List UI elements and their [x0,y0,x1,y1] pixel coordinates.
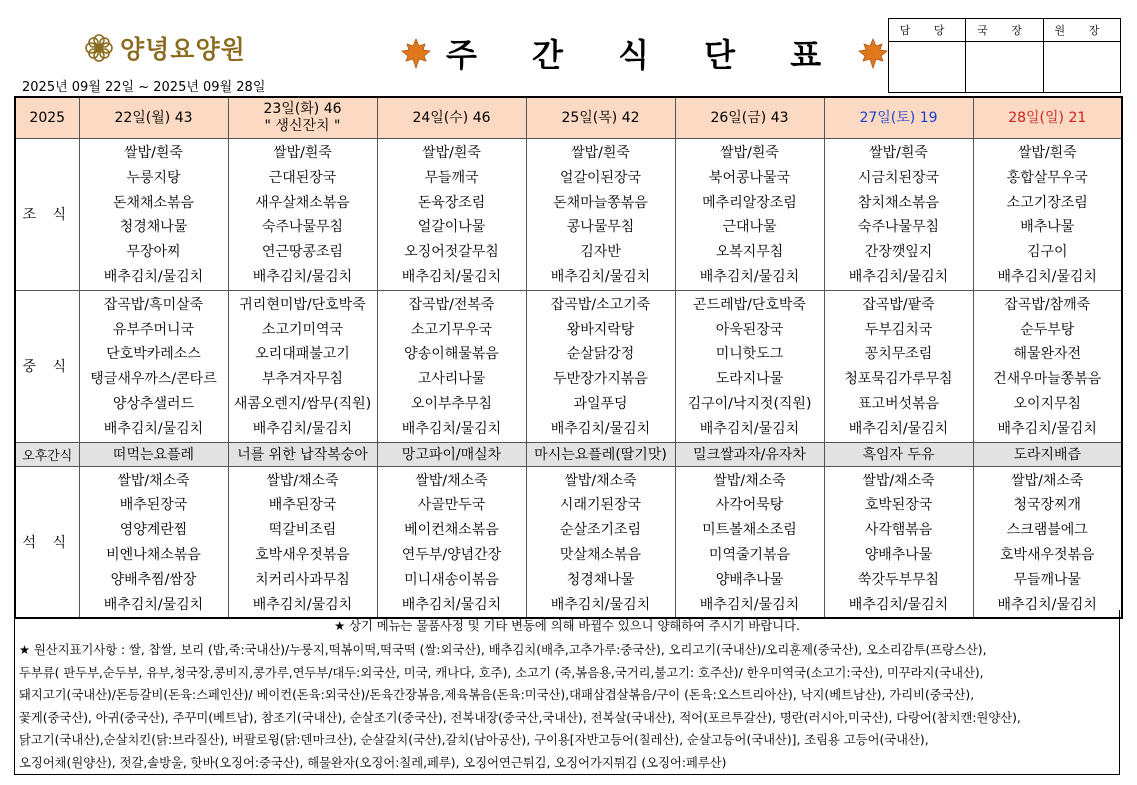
menu-item: 호박된장국 [864,497,933,514]
menu-item: 스크램블에그 [1006,522,1088,539]
menu-item: 쌀밥/채소죽 [117,472,190,489]
menu-item: 돈채마늘쫑볶음 [553,194,648,211]
menu-cell [377,290,526,442]
approval-label-head: 원 장 [1043,19,1120,42]
menu-cell [228,139,377,291]
day-label: 22일(월) 43 [114,109,193,126]
meal-label: 조 식 [15,139,79,291]
menu-item: 쌀밥/흰죽 [422,145,481,161]
menu-item: 오리대패불고기 [255,346,350,363]
menu-item: 미트볼채소조림 [702,522,797,539]
menu-item: 청포묵김가루무침 [844,371,953,388]
menu-item: 미니핫도그 [715,346,784,363]
menu-cell [526,290,675,442]
notes-box [14,610,1120,775]
origin-line: ★ 원산지표기사항 : 쌀, 찹쌀, 보리 (밥,죽:국내산)/누룽지,떡볶이떡,떡국떡 (쌀:외국산), 배추김치(배추,고추가루:중국산), 오리고기(국내산)/오리훈제(중국산), 오소리감투(프랑스산), [19,643,987,657]
meal-label: 석 식 [15,466,79,618]
maple-leaf-icon [400,37,432,69]
menu-item: 사각어묵탕 [715,497,784,514]
menu-item: 치커리사과무침 [255,571,350,588]
menu-item: 양배추찜/쌈장 [110,571,197,588]
menu-item: 쌀밥/채소죽 [862,472,935,489]
menu-item: 아욱된장국 [715,321,784,338]
menu-item: 꽁치무조림 [864,346,933,363]
menu-item: 쌀밥/채소죽 [415,472,488,489]
year-cell: 2025 [15,97,79,139]
menu-item: 맛살채소볶음 [559,546,642,563]
menu-item: 두반장가지볶음 [553,371,648,388]
menu-item: 김구이/낙지젓(직원) [687,395,812,412]
menu-cell [675,290,824,442]
menu-item: 호박새우젓볶음 [255,546,350,563]
menu-item: 배추김치/물김치 [997,596,1097,613]
menu-item: 양배추나물 [715,571,784,588]
meal-label: 중 식 [15,290,79,442]
day-header [824,97,973,139]
menu-item: 잡곡밥/흑미살죽 [103,296,204,313]
menu-item: 쌀밥/채소죽 [266,472,339,489]
menu-item: 사골만두국 [417,497,486,514]
menu-item: 배추김치/물김치 [997,420,1097,437]
logo-text: 양녕요양원 [120,35,246,64]
menu-item: 배추김치/물김치 [550,596,651,613]
menu-item: 배추김치/물김치 [848,268,949,285]
menu-item: 순두부탕 [1020,321,1075,338]
menu-item: 새우살채소볶음 [255,194,350,211]
menu-item: 무들깨나물 [1013,571,1082,588]
menu-item: 시래기된장국 [559,497,642,514]
approval-label-staff: 담 당 [889,19,966,42]
menu-item: 쌀밥/흰죽 [1017,145,1077,161]
menu-item: 배추김치/물김치 [848,596,949,613]
menu-item: 사각햄볶음 [864,522,933,539]
snack-item: 망고파이/매실차 [377,442,526,466]
meal-row-dinner [15,466,1122,618]
menu-cell [973,139,1122,291]
origin-line: 꽃게(중국산), 아귀(중국산), 주꾸미(베트남), 참조기(국내산), 순살조기(중국산), 전복내장(중국산,국내산), 전복살(국내산), 적어(포르투갈산), 명란(러시아,미국산), 다랑어(참치캔:원양산), [19,710,1021,725]
logo [84,30,246,66]
menu-cell [675,466,824,618]
menu-item: 표고버섯볶음 [857,395,940,412]
menu-cell [824,290,973,442]
menu-item: 건새우마늘쫑볶음 [993,371,1102,388]
snack-label: 오후간식 [15,442,79,466]
day-header [79,97,228,139]
menu-item: 오복지무침 [715,244,784,261]
menu-item: 왕바지락탕 [566,321,635,338]
menu-item: 배추김치/물김치 [401,420,502,437]
snack-item: 너를 위한 납작복숭아 [228,442,377,466]
menu-item: 소고기무우국 [410,321,493,338]
menu-item: 시금치된장국 [857,169,940,186]
day-header [377,97,526,139]
snack-item: 도라지배즙 [973,442,1122,466]
menu-item: 배추김치/물김치 [252,268,353,285]
menu-item: 배추된장국 [268,497,337,514]
menu-item: 콩나물무침 [566,219,635,236]
approval-sign-director[interactable] [966,42,1043,93]
origin-line: 두부류( 판두부,순두부, 유부,청국장,콩비지,콩가루,연두부/대두:외국산, 미국, 캐나다, 호주), 소고기 (죽,볶음용,국거리,불고기: 호주산)/ 한우미역국(소고기:국산), 미꾸라지(국내산), [19,665,984,680]
day-header [973,97,1122,139]
menu-item: 쌀밥/흰죽 [273,145,332,161]
snack-item: 떠먹는요플레 [79,442,228,466]
snack-item: 마시는요플레(딸기맛) [526,442,675,466]
origin-line: 오징어채(원양산), 젓갈,솔방울, 핫바(오징어:중국산), 해물완자(오징어:칠레,페루), 오징어연근튀김, 오징어가지튀김 (오징어:페루산) [19,755,727,770]
menu-item: 배추김치/물김치 [848,420,949,437]
menu-item: 곤드레밥/단호박죽 [693,296,806,313]
menu-cell [228,290,377,442]
snack-item: 흑임자 두유 [824,442,973,466]
menu-item: 배추나물 [1020,219,1075,236]
menu-cell [79,290,228,442]
menu-item: 근대된장국 [268,169,337,186]
menu-item: 간장깻잎지 [864,244,933,261]
menu-item: 귀리현미밥/단호박죽 [239,296,366,313]
weekly-menu-table [14,96,1123,619]
day-header [526,97,675,139]
menu-item: 과일푸딩 [573,395,628,412]
menu-item: 얼갈이된장국 [559,169,642,186]
menu-item: 쌀밥/흰죽 [124,145,183,161]
menu-item: 쌀밥/흰죽 [571,145,630,161]
menu-item: 김구이 [1026,244,1068,261]
menu-cell [79,139,228,291]
snack-item: 밀크쌀과자/유자차 [675,442,824,466]
menu-item: 배추김치/물김치 [252,420,353,437]
menu-item: 순살닭강정 [566,346,635,363]
menu-item: 청경채나물 [119,219,188,236]
menu-cell [228,466,377,618]
menu-item: 배추김치/물김치 [550,268,651,285]
menu-item: 근대나물 [722,219,777,236]
menu-item: 연근땅콩조림 [261,244,344,261]
menu-cell [824,139,973,291]
menu-cell [675,139,824,291]
menu-item: 쌀밥/흰죽 [869,145,928,161]
menu-item: 잡곡밥/전복죽 [408,296,495,313]
menu-item: 오징어젓갈무침 [404,244,499,261]
menu-cell [377,139,526,291]
menu-cell [79,466,228,618]
menu-item: 양배추나물 [864,546,933,563]
menu-item: 메추리알장조림 [702,194,797,211]
menu-item: 양송이해물볶음 [404,346,499,363]
menu-item: 배추김치/물김치 [252,596,353,613]
approval-sign-staff[interactable] [889,42,966,93]
menu-item: 해물완자전 [1013,346,1082,363]
date-range: 2025년 09월 22일 ~ 2025년 09월 28일 [22,80,266,95]
menu-cell [824,466,973,618]
menu-item: 연두부/양념간장 [401,546,502,563]
menu-item: 탱글새우까스/콘타르 [90,371,217,388]
menu-item: 두부김치국 [864,321,933,338]
day-header-row [15,97,1122,139]
menu-cell [526,139,675,291]
flower-logo-icon [84,33,114,63]
page-title [400,30,889,76]
menu-item: 오이부추무침 [410,395,493,412]
menu-item: 떡갈비조림 [268,522,337,539]
menu-item: 돈채채소볶음 [112,194,195,211]
title-text: 주 간 식 단 표 [446,36,844,74]
menu-item: 무장아찌 [126,244,181,261]
menu-item: 미역줄기볶음 [708,546,791,563]
menu-item: 배추김치/물김치 [550,420,651,437]
meal-row-lunch [15,290,1122,442]
menu-item: 배추김치/물김치 [699,268,800,285]
menu-cell [973,290,1122,442]
day-label: 25일(목) 42 [561,109,640,126]
menu-item: 도라지나물 [715,371,784,388]
menu-item: 참치채소볶음 [857,194,940,211]
menu-item: 유부주머니국 [112,321,195,338]
menu-item: 배추된장국 [119,497,188,514]
menu-item: 잡곡밥/팥죽 [862,296,935,313]
snack-row [15,442,1122,466]
menu-item: 배추김치/물김치 [401,596,502,613]
menu-item: 무들깨국 [424,169,479,186]
origin-line: 닭고기(국내산),순살치킨(닭:브라질산), 버팔로윙(닭:덴마크산), 순살갈치(국산),갈치(남아공산), 구이용[자반고등어(칠레산), 순살고등어(국내산)], 조림용 고등어(국내산), [19,733,929,748]
meal-row-breakfast [15,139,1122,291]
menu-cell [377,466,526,618]
menu-item: 잡곡밥/참깨죽 [1004,296,1091,313]
menu-item: 오이지무침 [1013,395,1082,412]
menu-cell [526,466,675,618]
day-label: 23일(화) 46 [263,101,342,117]
menu-item: 배추김치/물김치 [699,596,800,613]
menu-item: 얼갈이나물 [417,219,486,236]
menu-item: 숙주나물무침 [857,219,940,236]
menu-item: 호박새우젓볶음 [999,546,1095,563]
menu-item: 배추김치/물김치 [103,268,204,285]
menu-item: 숙주나물무침 [261,219,344,236]
menu-item: 쑥갓두부무침 [857,571,940,588]
menu-item: 양상추샐러드 [112,395,195,412]
menu-item: 비엔나채소볶음 [106,546,201,563]
menu-item: 잡곡밥/소고기죽 [550,296,651,313]
approval-label-director: 국 장 [966,19,1043,42]
maple-leaf-icon [857,37,889,69]
menu-item: 쌀밥/채소죽 [564,472,637,489]
day-header [675,97,824,139]
menu-item: 쌀밥/채소죽 [713,472,786,489]
menu-item: 북어콩나물국 [708,169,791,186]
menu-item: 배추김치/물김치 [699,420,800,437]
menu-item: 누룽지탕 [126,169,181,186]
day-label: 27일(토) 19 [859,109,938,126]
day-header [228,97,377,139]
menu-item: 청경채나물 [566,571,635,588]
day-event: " 생신잔치 " [264,118,341,134]
menu-item: 배추김치/물김치 [103,596,204,613]
menu-item: 소고기미역국 [261,321,344,338]
menu-item: 부추겨자무침 [261,371,344,388]
menu-item: 미니새송이볶음 [404,571,499,588]
menu-item: 배추김치/물김치 [997,268,1097,285]
day-label: 24일(수) 46 [412,109,491,126]
menu-item: 고사리나물 [417,371,486,388]
menu-item: 배추김치/물김치 [401,268,502,285]
menu-item: 순살조기조림 [559,522,642,539]
menu-item: 쌀밥/채소죽 [1011,472,1084,489]
approval-box [888,18,1121,93]
menu-item: 소고기장조림 [1006,194,1088,211]
menu-item: 배추김치/물김치 [103,420,204,437]
menu-item: 베이컨채소볶음 [404,522,499,539]
approval-sign-head[interactable] [1043,42,1120,93]
menu-cell [973,466,1122,618]
origin-line: 돼지고기(국내산)/돈등갈비(돈육:스페인산)/ 베이컨(돈육:외국산)/돈육간장볶음,제육볶음(돈육:미국산),대패삼겹살볶음/구이 (돈육:오스트리아산), 낙지(베트남산), 가리비(중국산), [19,688,975,703]
menu-item: 영양계란찜 [119,522,188,539]
menu-item: 청국장찌개 [1013,497,1082,514]
day-label: 28일(일) 21 [1008,109,1087,126]
menu-item: 쌀밥/흰죽 [720,145,779,161]
notice-text: ★ 상기 메뉴는 물품사정 및 기타 변동에 의해 바뀔수 있으니 양해하여 주시기 바랍니다. [334,619,800,633]
menu-item: 홍합살무우국 [1006,169,1088,186]
menu-item: 새콤오렌지/쌈무(직원) [233,395,372,412]
menu-item: 단호박카레소스 [106,346,201,363]
menu-item: 김자반 [580,244,621,261]
menu-item: 돈육장조림 [417,194,486,211]
day-label: 26일(금) 43 [710,109,789,126]
